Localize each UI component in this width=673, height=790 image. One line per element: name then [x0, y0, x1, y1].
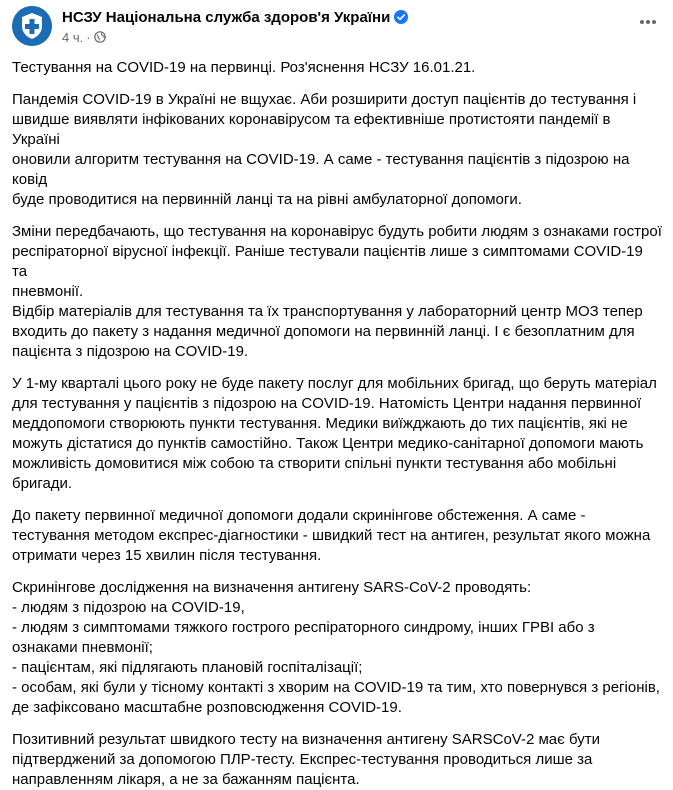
text-line: для тестування у пацієнтів з підозрою на COVID-19. Натомість Центри надання первинної: [12, 395, 642, 412]
text-line: бригади.: [12, 475, 73, 492]
text-line: респіраторної вірусної інфекції. Раніше тестували пацієнтів лише з симптомами COVID-19 та: [12, 243, 643, 280]
paragraph-2: [12, 222, 662, 362]
text-line: отримати через 15 хвилин після тестування.: [12, 547, 322, 564]
list-item: - людям з симптомами тяжкого гострого респіраторного синдрому, інших ГРВІ або з: [12, 619, 595, 636]
paragraph-5: [12, 578, 662, 718]
text-line: буде проводитися на первинній ланці та на рівні амбулаторної допомоги.: [12, 191, 522, 208]
text-line: пневмонії.: [12, 283, 84, 300]
text-line: Зміни передбачають, що тестування на коронавірус будуть робити людям з ознаками гострої: [12, 223, 662, 240]
text-line: швидше виявляти інфікованих коронавірусом та ефективніше протистояти пандемії в Україні: [12, 111, 611, 148]
post-meta: [62, 30, 106, 45]
paragraph-4: [12, 506, 662, 566]
post-header: [12, 6, 662, 50]
list-item-continuation: де зафіксовано масштабне розповсюдження COVID-19.: [12, 699, 402, 716]
more-options-button[interactable]: [634, 8, 662, 36]
page-name-row: [62, 9, 408, 28]
text-line: меддопомоги створюють пункти тестування. Медики виїжджають до тих пацієнтів, які не: [12, 415, 628, 432]
nszu-logo-icon: [12, 6, 52, 46]
text-line: У 1-му кварталі цього року не буде пакету послуг для мобільних бригад, що беруть матеріал: [12, 375, 657, 392]
paragraph-1: [12, 90, 662, 210]
text-line: оновили алгоритм тестування на COVID-19. А саме - тестування пацієнтів з підозрою на ковід: [12, 151, 630, 188]
text-line: Пандемія COVID-19 в Україні не вщухає. Аби розширити доступ пацієнтів до тестування і: [12, 91, 637, 108]
text-line: підтверджений за допомогою ПЛР-тесту. Експрес-тестування проводиться лише за: [12, 751, 593, 768]
more-horizontal-icon: [638, 12, 658, 32]
text-line: можливість домовитися між собою та створити спільні пункти тестування або мобільні: [12, 455, 617, 472]
text-line: Скринінгове дослідження на визначення антигену SARS-CoV-2 проводять:: [12, 579, 532, 596]
text-line: пацієнта з підозрою на COVID-19.: [12, 343, 249, 360]
text-line: Позитивний результат швидкого тесту на визначення антигену SARSCoV-2 має бути: [12, 731, 600, 748]
paragraph-3: [12, 374, 662, 494]
post-timestamp[interactable]: 4 ч.: [62, 30, 84, 45]
post-title: Тестування на COVID-19 на первинці. Роз'яснення НСЗУ 16.01.21.: [12, 59, 476, 76]
list-item: - людям з підозрою на COVID-19,: [12, 599, 245, 616]
text-line: Відбір матеріалів для тестування та їх транспортування у лабораторний центр МОЗ тепер: [12, 303, 643, 320]
verified-badge-icon: [394, 10, 408, 28]
text-line: тестування методом експрес-діагностики - швидкий тест на антиген, результат якого можна: [12, 527, 651, 544]
post-body: [12, 58, 662, 790]
text-line: направленням лікаря, а не за бажанням пацієнта.: [12, 771, 360, 788]
list-item: - особам, які були у тісному контакті з хворим на COVID-19 та тим, хто повернувся з регіонів,: [12, 679, 660, 696]
list-item-continuation: ознаками пневмонії;: [12, 639, 153, 656]
list-item: - пацієнтам, які підлягають плановій госпіталізації;: [12, 659, 363, 676]
meta-separator: ·: [86, 30, 91, 45]
text-line: До пакету первинної медичної допомоги додали скринінгове обстеження. А саме -: [12, 507, 586, 524]
text-line: входить до пакету з надання медичної допомоги на первинній ланці. І є безоплатним для: [12, 323, 635, 340]
text-line: можуть дістатися до пунктів самостійно. Також Центри медико-санітарної допомоги мають: [12, 435, 644, 452]
paragraph-6: [12, 730, 662, 790]
page-avatar[interactable]: [12, 6, 52, 46]
globe-icon[interactable]: [94, 30, 106, 45]
page-name-link[interactable]: НСЗУ Національна служба здоров'я України: [62, 9, 391, 26]
